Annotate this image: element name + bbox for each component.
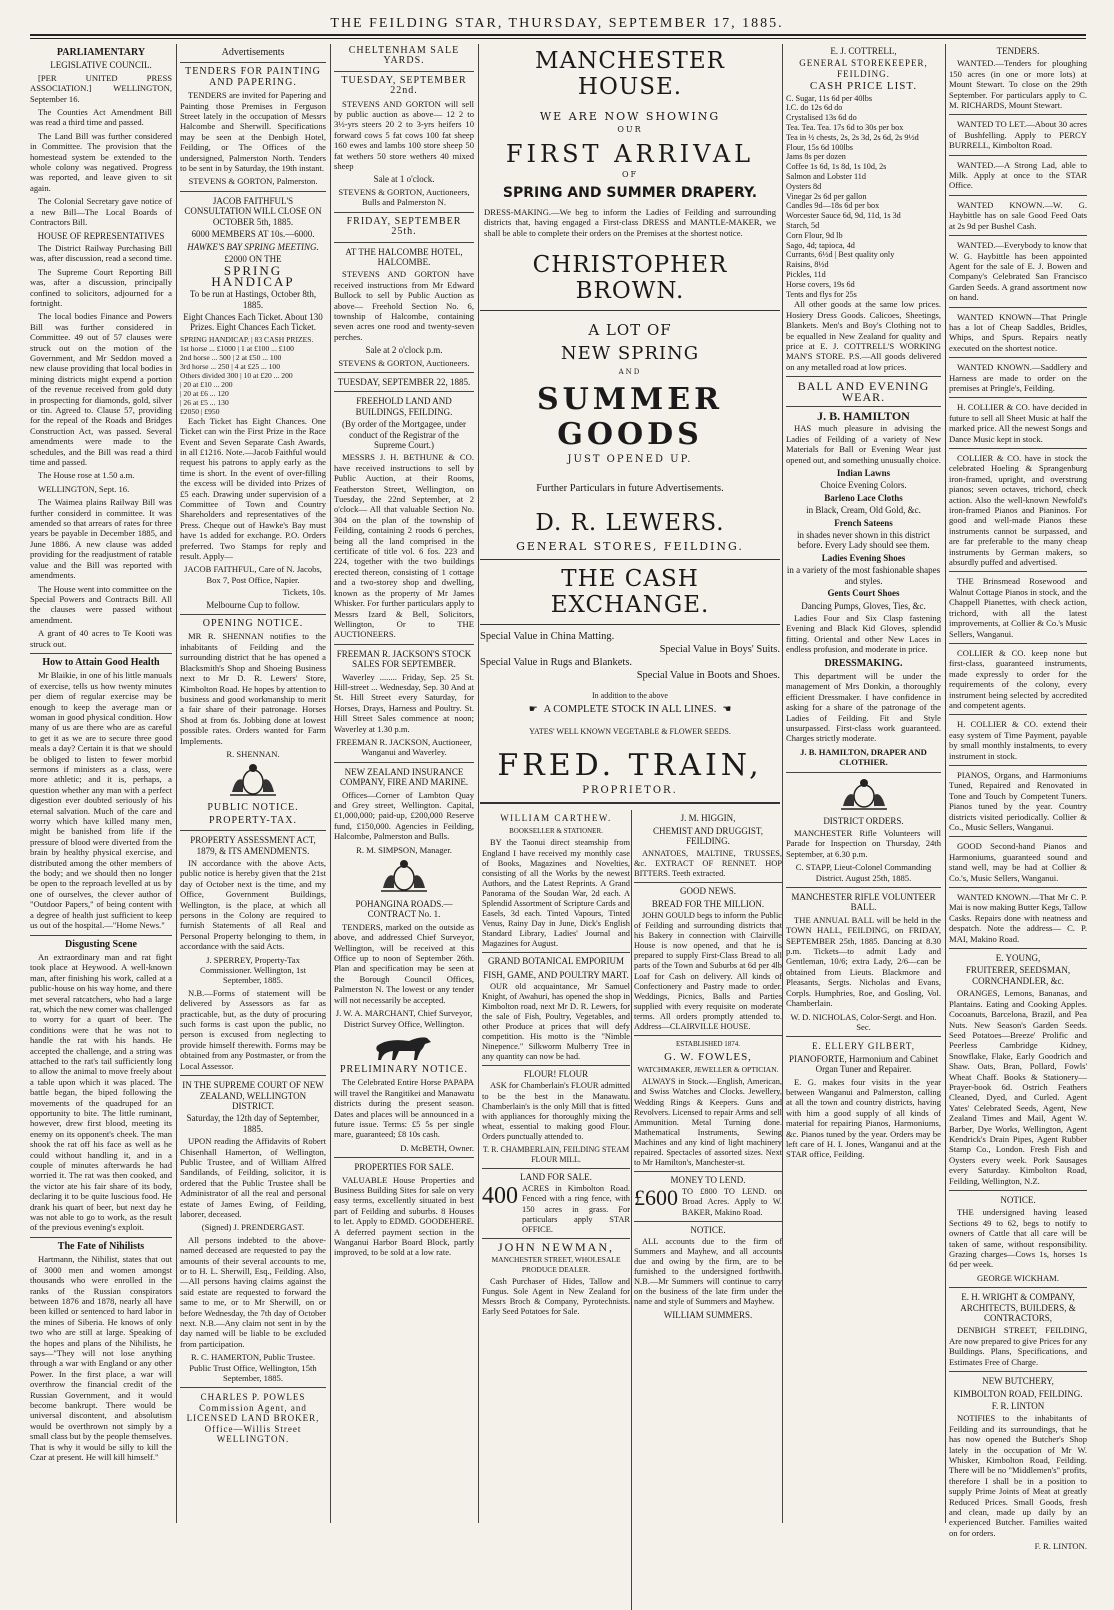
ad-line: JUST OPENED UP.	[567, 454, 693, 466]
feature-detail: in a variety of the most fashionable shapes and styles.	[786, 565, 941, 586]
pointing-hand-icon: ☚	[722, 704, 732, 716]
store-title: CHRISTOPHER BROWN.	[532, 252, 728, 305]
ad-heading: AT THE HALCOMBE HOTEL, HALCOMBE.	[345, 246, 463, 267]
ad-subheading: WATCHMAKER, JEWELLER & OPTICIAN.	[637, 1065, 779, 1075]
price-item: Starch, 5d	[786, 220, 820, 230]
ad-body: VALUABLE House Properties and Business Building Sites for sale on very easy terms, excellently situated in best part of Feilding and suburbs. 8 Houses to let. Apply to EDMD. GOODEHERE. A deferred payment section in the Wanganui Harbor Board Block, partly improved, to be sold at a low rate.	[334, 1174, 474, 1258]
ad-line: YATES' WELL KNOWN VEGETABLE & FLOWER SEEDS.	[529, 727, 731, 737]
ad-title: FIRST ARRIVAL	[505, 140, 755, 168]
ad-line: £2000 ON THE	[224, 253, 282, 264]
ad-heading: J. M. HIGGIN,	[680, 813, 736, 824]
news-paragraph: The Waimea plains Railway Bill was further considerd in committee. It was amended so that arrears of rates for three years be payable in December 1885, and June 1886. A new clause was added providing for the readjustment of ratable value and the Bill was reported with amendments.	[30, 497, 172, 581]
article-heading: Disgusting Scene	[65, 938, 137, 950]
pointing-hand-icon: ☛	[528, 704, 538, 716]
feature-item: Ladies Evening Shoes	[821, 552, 906, 563]
news-paragraph: The Supreme Court Reporting Bill was, after a discussion, principally confined to solicitors, adjourned for a fortnight.	[30, 266, 172, 308]
price-item: Sago, 4d; tapioca, 4d	[786, 240, 855, 250]
ad-line: HAWKE'S BAY SPRING MEETING.	[187, 241, 319, 252]
ad-subheading: MANCHESTER STREET, WHOLESALE PRODUCE DEALER.	[491, 1254, 621, 1274]
ad-line: ESTABLISHED 1874.	[676, 1040, 740, 1049]
ad-body: OUR old acquaintance, Mr Samuel Knight, of Awahuri, has opened the shop in Kimbolton road, next Mr D. R. Lewers, for the sale of Fish, Poultry, Vegetables, and other Produce at prices that will defy competition. His motto is the "Nimble Ninepence." Silkworm Mulberry Tree in any quantity can now be had.	[482, 981, 630, 1062]
ad-subheading: BOOKSELLER & STATIONER.	[509, 827, 603, 836]
ad-name: F. R. LINTON	[991, 1400, 1045, 1411]
top-rule-thin	[30, 38, 1086, 39]
news-paragraph: The House went into committee on the Special Powers and Contracts Bill. All the clauses were passed without amendment.	[30, 583, 172, 625]
article-paragraph: Mr Blaikie, in one of his little manuals of exercise, tells us how twenty minutes per diem of regular exercise may be enough to keep the average man or woman in good physical condition. How many of us are there who are as careful to get it as we are to secure three good meals a day? Certain it is that we should be obliged to listen to fewer morbid sermons if ministers as a class, were more athletic; and it is, perhaps, a question whether any man with a perfect digestion ever doubted seriously of his eternal salvation. Much of the care and worry which have killed many men, might be banished from life if the pressure of blood were diverted from the brain by healthy physical exercise, and distributed among the other members of the body; and we should then no longer be open to the reproach levelled at us by one of ourselves, the clever author of "Outdoor Papers," of being content with a degree of health just sufficient to keep us out of the hospital.—"Home News."	[30, 670, 172, 931]
special-line: Special Value in Boys' Suits.	[659, 644, 780, 656]
ad-body: STEVENS AND GORTON will sell by public auction as above— 12 2 to 3½-yrs steers 20 2 to 3-yrs heifers 10 forward cows 5 fat cows 100 fat sheep 160 ewes and lambs 100 store sheep 50 fat wethers 50 store wethers 40 mixed sheep	[334, 98, 474, 172]
ad-big-number: 400	[482, 1183, 518, 1210]
ad-signature: STEVENS & GORTON, Auctioneers, Bulls and Palmerston N.	[338, 186, 470, 208]
ad-line: Sale at 2 o'clock p.m.	[365, 345, 443, 356]
column-title: Advertisements	[221, 47, 285, 58]
ad-heading: IN THE SUPREME COURT OF NEW ZEALAND, WELLINGTON DISTRICT.	[182, 1080, 324, 1111]
price-item: Candles 9d—18s 6d per box	[786, 201, 880, 211]
ad-line: OUR	[617, 125, 643, 134]
ad-body: ALL accounts due to the firm of Summers and Mayhew, and all accounts due and owing by the firm, are to be furnished to the undersigned forthwith. N.B.—Mr Summers will continue to carry on the business of the late firm under the name and style of Summers and Mayhew.	[634, 1236, 782, 1307]
store-title: FRED. TRAIN,	[497, 748, 763, 784]
ad-heading: J. B. HAMILTON	[817, 409, 910, 424]
ad-line: A COMPLETE STOCK IN ALL LINES.	[543, 704, 717, 716]
ad-body: HAS much pleasure in advising the Ladies of Feilding of a variety of New Materials for Ball or Evening Wear just opened out, and something unusually choice.	[786, 423, 941, 465]
top-rule	[30, 34, 1086, 36]
ad-heading: PROPERTY ASSESSMENT ACT, 1879, & ITS AMENDMENTS.	[190, 835, 316, 856]
feature-detail: in Black, Cream, Old Gold, &c.	[806, 505, 921, 516]
classified-ad: H. COLLIER & CO. have decided in future to sell all Sheet Music at half the marked price. All the newest Songs and Dance Music kept in stock.	[949, 402, 1087, 444]
price-item: Raisins, 8½d	[786, 260, 829, 270]
prize-row: | 20 at £10 ... 200	[180, 379, 233, 389]
column-rule	[330, 44, 331, 1523]
ad-signature: J. SPERREY, Property-Tax Commissioner. Wellington, 1st September, 1885.	[199, 954, 307, 986]
ad-line: Eight Chances Each Ticket. About 130 Prizes. Eight Chances Each Ticket.	[183, 311, 323, 333]
price-item: Salmon and Lobster 11d	[786, 172, 866, 181]
prize-row: 3rd horse ... 250 | 4 at £25 ... 100	[180, 361, 281, 371]
ad-date: FRIDAY, SEPTEMBER 25th.	[346, 215, 462, 238]
ad-line: 6000 MEMBERS AT 10s.—6000.	[191, 229, 315, 240]
price-item: Vinegar 2s 6d per gallon	[786, 191, 867, 201]
ad-body: DENBIGH STREET, FEILDING, Are now prepared to give Prices for any Buildings. Plans, Specifications, and Estimates Free of Charge.	[949, 1325, 1087, 1367]
price-item: Flour, 15s 6d 100lbs	[786, 142, 853, 152]
column-auctions	[334, 44, 474, 1523]
ad-signature: JACOB FAITHFUL, Care of N. Jacobs, Box 7, Post Office, Napier.	[184, 564, 322, 585]
feature-detail: Dancing Pumps, Gloves, Ties, &c.	[801, 600, 926, 611]
feature-item: Gents Court Shoes	[827, 588, 900, 599]
ad-body: IN accordance with the above Acts, public notice is hereby given that the 21st day of October next is the time, and my Office, Government Buildings, Wellington, is the place, at which all persons in the Colony are required to furnish Statements of all Real and Personal Property belonging to them, in accordance with the said Acts.	[180, 857, 326, 952]
ad-body: NOTIFIES to the inhabitants of Feilding and its surroundings, that he has now opened the Butcher's Shop lately in the occupation of Mr W. Whisker, Kimbolton Road, Feilding. There will be no "Middlemen's" profits, therefore I shall be in a position to supply Prime Joints of Meat at greatly Reduced Prices. Small Goods, fresh and clean, made up daily by an experienced Butcher. Families waited on for orders.	[949, 1413, 1087, 1538]
ad-signature: GEORGE WICKHAM.	[977, 1272, 1059, 1283]
price-item: C. Sugar, 11s 6d per 40lbs	[786, 93, 873, 103]
ad-line: PROPRIETOR.	[582, 785, 678, 797]
ad-signature: WILLIAM SUMMERS.	[663, 1310, 753, 1321]
stock-row	[480, 702, 780, 717]
price-item: Horse covers, 19s 6d	[786, 279, 855, 289]
ad-subheading: KIMBOLTON ROAD, FEILDING.	[953, 1388, 1083, 1399]
horse-icon	[369, 1032, 439, 1062]
prize-row: 2nd horse ... 500 | 2 at £50 ... 100	[180, 352, 282, 362]
column-advertisements	[180, 44, 326, 1523]
ad-date: TUESDAY, SEPTEMBER 22, 1885.	[337, 376, 471, 387]
ad-heading: GRAND BOTANICAL EMPORIUM	[488, 956, 624, 967]
ad-signature: J. B. HAMILTON, DRAPER AND CLOTHIER.	[800, 746, 927, 768]
ad-signature: R. C. HAMERTON, Public Trustee. Public Trust Office, Wellington, 15th September, 1885.	[189, 1352, 317, 1384]
classified-ad: WANTED KNOWN.—Saddlery and Harness are made to order on the premises at Pringle's, Feilding.	[949, 362, 1087, 393]
ad-body: ORANGES, Lemons, Bananas, and Plantains. Eating and Cooking Apples. Cocoanuts, Barcelona, Brazil, and Pea Nuts. New Season's Garden Seeds. Seed Potatoes—Breeze' Prolific and Peerless Cambridge Kidney, Snowflake, Flake, Early Goodrich and Shaw. Oats, Bran, Pollard, Fowls' Wheat Chaff. Books & Stationery—Prayer-book 6d. Ostrich Feathers Cleaned, Dyed, and Curled. Agent Yates' Celebrated Seeds, Agent, New Zealand Times and Mail, Agent W. Barber, Dye Works, Wellington, Agent Kendrick's Drain Pipes, Agent Rubber Stamp Co., London. Fresh Fish and Oysters every week. Pork Sausages every Saturday. Kimbolton Road, Feilding, Wellington, N.Z.	[949, 988, 1087, 1186]
classified-ad: WANTED KNOWN.—W. G. Haybittle has on sale Good Feed Oats at 2s 9d per Bushel Cash.	[949, 199, 1087, 231]
news-paragraph: A grant of 40 acres to Te Kooti was struck out.	[30, 628, 172, 649]
ad-title: SPRING AND SUMMER DRAPERY.	[502, 185, 758, 201]
ad-signature: R. SHENNAN.	[226, 748, 280, 759]
classified-ad: WANTED TO LET.—About 30 acres of Bushfelling. Apply to PERCY BURRELL, Kimbolton Road.	[949, 119, 1087, 151]
column-display-ads	[480, 44, 780, 1523]
column-tenders	[949, 44, 1087, 1552]
ad-line: OF	[621, 170, 639, 179]
ad-heading: E. YOUNG,	[995, 953, 1041, 964]
special-line: Special Value in Boots and Shoes.	[636, 670, 780, 682]
ad-body: JOHN GOULD begs to inform the Public of Feilding and surrounding districts that his Bakery in connection with Clairville House is now opened, and that he is prepared to supply First-Class Bread to all parts of the Town and Suburbs at 6d per 4lb Loaf for Cash on delivery. All kinds of Confectionery and Pastry made to order. Weddings, Picnics, Balls and Parties supplied with every requisite on moderate terms. All orders promptly attended to. Address—CLAIRVILLE HOUSE.	[634, 910, 782, 1031]
ad-signature: STEVENS & GORTON, Auctioneers.	[338, 357, 470, 368]
price-list	[786, 94, 941, 300]
news-paragraph: The Land Bill was further considered in Committee. The provision that the homestead system be extended to the whole colony was negatived. Progress was reported, and leave given to sit again.	[30, 130, 172, 193]
column-rule	[782, 44, 783, 1523]
ad-body: TO £800 TO LEND. on Broad Acres. Apply to W. BAKER, Makino Road.	[682, 1187, 782, 1217]
classified-ad: WANTED.—Tenders for ploughing 150 acres (in one or more lots) at Mount Stewart. To close on the 29th September. For particulars apply to C. M. RICHARDS, Mount Stewart.	[949, 58, 1087, 111]
price-item: Tents and flys for 25s	[786, 289, 857, 299]
classified-ad: WANTED KNOWN—That Pringle has a lot of Cheap Saddles, Bridles, Whips, and Spurs. Repairs neatly executed on the shortest notice.	[949, 311, 1087, 353]
article-paragraph: An extraordinary man and rat fight took place at Heywood. A well-known man, after finishing his work, called at a public-house on his way home, and there met several ratcatchers, who had a large rat, which the new comer was challenged to worry for a quart of beer. The conditions were that he was not to handle the rat with his hands. He accepted the challenge, and a string was attached to the rat's tail sufficiently long to allow the animal to move freely about a table upon which it was placed. The battle began, the biped following the movements of the quadruped for an opportunity to bite. The little ruminant, however, drew first blood, meeting its enemy on its opponent's cheek. The man shook the rat off his face as well as he could without handling it, and in a couple of minutes afterwards he had worried it. The rat was then cooked, and the victor ate his fair share of its body, declaring it to be quite luscious food. He drank his quart of beer, but next day he was not able to go to work, as the result of the previous evening's exploit.	[30, 951, 172, 1233]
price-item: Corn Flour, 9d lb	[786, 230, 843, 240]
classified-ad: H. COLLIER & CO. extend their easy system of Time Payment, payable by small monthly instalments, to every instrument in stock.	[949, 719, 1087, 761]
ad-body: The Celebrated Entire Horse PAPAPA will travel the Rangitikei and Manawatu districts during the present season. Dates and places will be announced in a future issue. Terms: £5 5s per single mare, guaranteed; £8 10s cash.	[334, 1077, 474, 1140]
news-paragraph: The Colonial Secretary gave notice of a new Bill—The Local Boards of Contractors Bill.	[30, 196, 172, 228]
ad-subheading: FISH, GAME, AND POULTRY MART.	[483, 969, 629, 980]
price-item: Currants, 6½d | Best quality only	[786, 250, 895, 260]
ad-body: THE ANNUAL BALL will be held in the TOWN HALL, FEILDING, on FRIDAY, SEPTEMBER 25th, 1885. Dancing at 8.30 p.m. Tickets—to admit Lady and Gentleman, 10/6; extra Lady, 2/6—can be obtained from Lieuts. Blackmore and Pleasants, Sergts. Nicholas and Evans, Corpls. Humphries, Roe, and Gosling, Vol. Chamberlain.	[786, 914, 941, 1009]
classified-ad: PIANOS, Organs, and Harmoniums Tuned, Repaired and Renovated in Tone and Touch by Competent Tuners. Pianos tuned by the year. Country districts visited periodically. Collier & Co., Music Sellers, Wanganui.	[949, 769, 1087, 832]
section-subheading: HOUSE OF REPRESENTATIVES	[37, 230, 165, 241]
ad-title: BALL AND EVENING WEAR.	[797, 379, 930, 404]
ad-line: AND	[618, 368, 642, 377]
news-paragraph: The District Railway Purchasing Bill was, after discussion, read a second time.	[30, 242, 172, 264]
feature-item: Barleno Lace Cloths	[824, 492, 903, 503]
ad-title: CASH PRICE LIST.	[809, 80, 918, 93]
ad-heading: CHELTENHAM SALE YARDS.	[348, 45, 460, 67]
special-line: Special Value in China Matting.	[480, 631, 615, 643]
ad-heading: LAND FOR SALE.	[520, 1172, 592, 1183]
store-title: MANCHESTER HOUSE.	[535, 48, 725, 100]
ad-title: SUMMER GOODS	[536, 382, 724, 453]
sub-columns	[480, 810, 780, 1610]
ad-body: TENDERS, marked on the outside as above, and addressed Chief Surveyor, Wellington, will be received at this Office up to noon of September 26th. Plan and specification may be seen at the Borough Council Offices, Palmerston N. The lowest or any tender will not necessarily be accepted.	[334, 921, 474, 1005]
price-item: Pickles, 11d	[786, 269, 826, 279]
special-line: Special Value in Rugs and Blankets.	[480, 657, 633, 669]
ad-heading: TENDERS FOR PAINTING AND PAPERING.	[185, 66, 321, 88]
ad-subheading: FRUITERER, SEEDSMAN, CORNCHANDLER, &c.	[965, 965, 1071, 986]
feature-item: Indian Lawns	[836, 468, 891, 479]
ad-body: MR R. SHENNAN notifies to the inhabitants of Feilding and the surrounding district that he has opened a Blacksmith's Shop and Shoeing Business next to Mr D. R. Lewers' Store, Kimbolton Road. He hopes by attention to business and good workmanship to merit a fair share of their patronage. Horses Shod at from 6s. Jobbing done at lowest possible rates. Orders wanted for Farm Implements.	[180, 631, 326, 746]
classified-ad: WANTED KNOWN.—That Mr C. P. Mai is now making Butter Kegs, Tallow Casks. Repairs done with neatness and despatch. Note the address— C. P. MAI, Makino Road.	[949, 892, 1087, 944]
ad-date: TUESDAY, SEPTEMBER 22nd.	[341, 74, 467, 97]
column-stores	[786, 44, 941, 1523]
masthead: THE FEILDING STAR, THURSDAY, SEPTEMBER 17, 1885.	[330, 16, 784, 31]
article-heading: How to Attain Good Health	[42, 656, 160, 668]
price-item: Jams 8s per dozen	[786, 152, 846, 162]
classified-ad: WANTED.—A Strong Lad, able to Milk. Apply at once to the STAR Office.	[949, 159, 1087, 191]
classified-ad: WANTED.—Everybody to know that W. G. Haybittle has been appointed Agent for the sale of E. J. Bowen and Company's Celebrated San Francisco Garden Seeds. A grand assortment now on hand.	[949, 240, 1087, 303]
ad-body: ANNATOES, MALTINE, TRUSSES, &c. EXTRACT OF RENNET. HOP BITTERS. Teeth extracted.	[634, 848, 782, 878]
store-title: THE CASH EXCHANGE.	[550, 566, 710, 619]
prize-table	[180, 335, 326, 416]
ad-signature: (Signed) J. PRENDERGAST.	[201, 1222, 305, 1233]
ad-heading: NOTICE.	[1000, 1195, 1036, 1205]
prize-row: 1st horse ... £1000 | 1 at £100 ... £100	[180, 343, 294, 353]
ad-heading: CHARLES P. POWLES Commission Agent, and LICENSED LAND BROKER, Office—Willis Street WELLINGTON.	[186, 1392, 320, 1445]
ad-body: TENDERS are invited for Papering and Painting those Premises in Ferguson Street lately in the occupation of Messrs Halcombe and Sherwill. Specifications may be seen at the Denbigh Hotel, Feilding, or The Offices of the undersigned, Palmerston North. Tenders to be sent in by Saturday, the 19th instant.	[180, 90, 326, 174]
sub-column-left	[482, 810, 630, 1610]
news-paragraph: The Counties Act Amendment Bill was read a third time and passed.	[30, 107, 172, 128]
ad-line: Tickets, 10s.	[282, 587, 326, 598]
price-item: Coffee 1s 6d, 1s 8d, 1s 10d, 2s	[786, 162, 887, 172]
royal-crest-icon	[226, 762, 280, 800]
ad-subheading: CHEMIST AND DRUGGIST, FEILDING.	[653, 826, 763, 847]
ad-heading: DRESSMAKING.	[824, 657, 903, 669]
ad-body: Offices—Corner of Lambton Quay and Grey street, Wellington. Capital, £1,000,000; paid-up, £200,000 Reserve fund, £150,000. Agencies in Feilding, Halcombe, Palmerston and Bulls.	[334, 789, 474, 842]
ad-line: GENERAL STORES, FEILDING.	[516, 540, 744, 554]
ad-heading: E. H. WRIGHT & COMPANY, ARCHITECTS, BUILDERS, & CONTRACTORS,	[960, 1292, 1076, 1324]
ad-body: ASK for Chamberlain's FLOUR admitted to be the best in the Manawatu. Chamberlain's is the only Mill that is fitted with appliances for thoroughly mixing the wheat, essential to making good Flour. Orders punctually attended to.	[482, 1081, 630, 1141]
classified-ad: COLLIER & CO. keep none but first-class, guaranteed instruments, made expressly to order for the requirements of the colony, every instrument being selected by accredited and competent agents.	[949, 647, 1087, 710]
ad-heading: FREEMAN R. JACKSON'S STOCK SALES FOR SEPTEMBER.	[336, 648, 472, 670]
ad-heading: FREEHOLD LAND AND BUILDINGS, FEILDING.	[355, 396, 453, 417]
ad-signature: FREEMAN R. JACKSON, Auctioneer, Wanganui and Waverley.	[336, 736, 472, 758]
ad-signature: D. McBETH, Owner.	[400, 1142, 474, 1153]
ad-body: MESSRS J. H. BETHUNE & CO. have received instructions to sell by Public Auction, at their Rooms, Featherston Street, Wellington, on Tuesday, the 22nd September, at 2 o'clock— All that valuable Section No. 304 on the plan of the township of Feilding, containing 2 roods 6 perches, being all the land comprised in the certificate of title vol. 6 fos. 223 and 224, together with the two buildings erected thereon, consisting of 1 cottage and a two-storey shop and dwelling, known as the property of Mr James Whisker. For further particulars apply to Messrs Izard & Bell, Solicitors, Wellington, Or to THE AUCTIONEERS.	[334, 452, 474, 640]
classified-ad: THE Brinsmead Rosewood and Walnut Cottage Pianos in stock, and the Chappell Pianettes, with check action, trichord, with all the latest improvements, at Collier & Co.'s Music Sellers, Wanganui.	[949, 576, 1087, 639]
ad-heading: POHANGINA ROADS.—CONTRACT No. 1.	[355, 899, 453, 920]
column-news	[30, 44, 172, 1523]
feature-item: French Sateens	[834, 517, 893, 528]
news-paragraph: The local bodies Finance and Powers Bill was further considered in Committee. 49 out of 57 clauses were struck out on the motion of the Government, and Mr Seddon moved a new clause providing that local bodies in mining districts might expend a portion of the revenue received from gold duty in prospecting for diamonds, gold, silver or tin. Agreed to. Clause 57, providing for the repeal of the Roads and Bridges Construction Act, was passed. Several amendments were made to the schedules, and the Bill was read a third time and passed.	[30, 311, 172, 468]
news-paragraph: [PER UNITED PRESS ASSOCIATION.] WELLINGTON, September 16.	[30, 72, 172, 104]
article-paragraph: Hartmann, the Nihilist, states that out of 3000 men and women amongst thousands who were enrolled in the ranks of the Russian conspirators between 1876 and 1878, nearly all have been killed or sentenced to hard labor in the mines of Siberia. He knows of only two who are still at large. Speaking of the hopes and plans of the Nihilists, he says—"They will not lose anything through a war with England or any other Power. In the first place, a war will overthrow the financial credit of the Russian Government, and it would become bankrupt. There would be universal discontent, and absolutism would be overthrown not simply by a small class but by the people themselves. That is why it would be silly to kill the Czar at present. He will kill himself."	[30, 1254, 172, 1462]
royal-crest-icon	[837, 777, 891, 813]
ad-signature: T. R. CHAMBERLAIN, FEILDING STEAM FLOUR MILL.	[482, 1145, 630, 1165]
section-subheading: LEGISLATIVE COUNCIL.	[50, 60, 152, 71]
ad-line: Sale at 1 o'clock.	[373, 174, 435, 185]
ad-subheading: PIANOFORTE, Harmonium and Cabinet Organ Tuner and Repairer.	[789, 1053, 938, 1075]
ad-signature: STEVENS & GORTON, Palmerston.	[188, 176, 318, 187]
column-rule	[945, 44, 946, 1523]
ad-signature: W. D. NICHOLAS, Color-Sergt. and Hon. Sec.	[790, 1011, 937, 1032]
classified-ad: GOOD Second-hand Pianos and Harmoniums, guaranteed sound and stand well, may be had at Collier & Co.'s, Music Sellers, Wanganui.	[949, 841, 1087, 883]
ad-line: In addition to the above	[592, 691, 668, 701]
feature-detail: in shades never shown in this district before. Every Lady should see them.	[797, 530, 930, 551]
store-title: D. R. LEWERS.	[535, 510, 725, 537]
ad-heading: GOOD NEWS.	[680, 885, 736, 896]
ad-body: ALWAYS in Stock.—English, American, and Swiss Watches and Clocks. Jewellery, Wedding Rings & Keepers. Guns and Revolvers. Licensed to repair Arms and sell Ammunition. Metal Turning done. Mathematical Instruments, Sewing Machines and any kind of light machinery repaired. Spectacles of assorted sizes. Next to Mr Hamilton's, Manchester-st.	[634, 1077, 782, 1168]
ad-body: STEVENS AND GORTON have received instructions from Mr Edward Bullock to sell by Public Auction as above— Freehold Section No. 6, township of Halcombe, containing seven acres one rood and twenty-seven perches.	[334, 269, 474, 342]
sub-column-right	[634, 810, 782, 1610]
ad-heading: G. W. FOWLES,	[664, 1051, 752, 1064]
article-heading: The Fate of Nihilists	[57, 1240, 145, 1252]
ad-heading: DISTRICT ORDERS.	[823, 815, 904, 826]
ad-body: All persons indebted to the above-named deceased are requested to pay the amounts of their several accounts to me, or to H. L. Sherwill, Esq., Feilding. Also,—All persons having claims against the said estate are requested to forward the same to me, or to Mr Sherwill, on or before Wednesday, the 7th day of October next. N.B.—Any claim not sent in by the day named will be liable to be excluded from participation.	[180, 1234, 326, 1349]
ad-heading: JOHN NEWMAN,	[498, 1239, 614, 1254]
ad-body: Cash Purchaser of Hides, Tallow and Fungus. Sole Agent in New Zealand for Messrs Broch & Company, Pyrotechnists. Early Seed Potatoes for Sale.	[482, 1277, 630, 1317]
ad-heading: NEW BUTCHERY,	[982, 1376, 1054, 1387]
ad-subheading: PROPERTY-TAX.	[209, 814, 297, 826]
ad-heading: E. J. COTTRELL,	[830, 46, 897, 56]
ad-heading: PUBLIC NOTICE.	[207, 802, 299, 814]
column-rule	[478, 44, 479, 1523]
ad-title: NEW SPRING	[560, 343, 700, 365]
price-item: Tea in ½ chests, 2s, 2s 3d, 2s 6d, 2s 9½d	[786, 132, 919, 142]
ad-signature: C. STAPP, Lieut-Colonel Commanding District. August 25th, 1885.	[795, 862, 932, 883]
ad-body: ACRES in Kimbolton Road. Fenced with a ring fence, with 150 acres in grass. For particulars apply STAR OFFICE.	[522, 1184, 630, 1234]
ad-body: Each Ticket has Eight Chances. One Ticket can win the First Prize in the Race Event and Seven Separate Cash Awards, in all £1216. Note.—Jacob Faithful would request his patrons to apply early as the time is short. In the event of over-filling the excess will be divided into Prizes of £5 each. Drawing under supervision of a Committee of Town and Country Shareholders and representatives of the Press. Cheque out of Hawke's Bay must have 1s added for exchange. P.O. Orders preferred. Two Stamps for reply and result. Apply—	[180, 415, 326, 562]
ad-heading: NOTICE.	[690, 1224, 726, 1235]
news-paragraph: The House rose at 1.50 a.m.	[38, 470, 135, 481]
ad-heading: E. ELLERY GILBERT,	[812, 1041, 915, 1052]
ad-signature: R. M. SIMPSON, Manager.	[356, 844, 452, 855]
price-item: Oysters 8d	[786, 181, 822, 191]
ad-body: N.B.—Forms of statement will be delivered by Assessors as far as practicable, but, as the duty of procuring such forms is cast upon the public, no person is excused from neglecting to provide himself therewith. Forms may be obtained from any Postmaster, or from the Local Assessor.	[180, 987, 326, 1071]
ad-body: Waverley ........ Friday, Sep. 25 St. Hill-street ... Wednesday, Sep. 30 And at St. Hill Street every Saturday, for Horses, Drays, Harness and Poultry. St. Hill Street Sales commence at noon; Waverley at 1.30 p.m.	[334, 671, 474, 734]
ad-line: WE ARE NOW SHOWING	[539, 110, 721, 123]
classified-ad: COLLIER & CO. have in stock the celebrated Hoeling & Sprangenburg iron-framed, upright, and overstrung pianos; seven octaves, trichord, check action. Also the well-known Newfold's iron-framed Pianos and Pianinos. For good and well-made Pianos these instruments cannot be surpassed, and are far preferable to the many cheap instruments by German makers, so absurdly puffed and advertised.	[949, 453, 1087, 568]
ad-body: Ladies Four and Six Clasp fastening Evening and Black Kid Gloves, splendid fitting. Oriental and other New Laces in endless profusion, and moderate in price.	[786, 612, 941, 655]
ad-heading: FLOUR! FLOUR	[523, 1069, 589, 1080]
ad-heading: NEW ZEALAND INSURANCE COMPANY, FIRE AND MARINE.	[339, 766, 469, 788]
section-heading: TENDERS.	[996, 46, 1040, 56]
ad-body: E. G. makes four visits in the year between Wanganui and Palmerston, calling at all the town and country districts, having with him a good supply of all kinds of material for repairing Pianos, Harmoniums, &c. Pianos tuned by the year. Orders may be left care of H. I. Jones, Wanganui and at the STAR office, Feilding.	[786, 1076, 941, 1160]
ad-body: DRESS-MAKING.—We beg to inform the Ladies of Feilding and surrounding districts that, having engaged a First-class DRESS and MANTLE-MAKER, we shall be able to complete their orders on the Premises at the shortest notice.	[484, 207, 776, 238]
ad-body: UPON reading the Affidavits of Robert Chisenhall Hamerton, of Wellington, Public Trustee, and of William Alfred Sandilands, of Feilding, solicitor, it is ordered that the Public Trustee shall be Administrator of all the real and personal estate of James Ewing, of Feilding, laborer, deceased.	[180, 1136, 326, 1219]
ad-heading: PROPERTIES FOR SALE.	[354, 1162, 454, 1173]
ad-title: SPRING HANDICAP	[211, 263, 295, 289]
ad-subheading: BREAD FOR THE MILLION.	[651, 898, 765, 909]
price-item: I.C. do 12s 6d do	[786, 103, 843, 113]
ad-line: (By order of the Mortgagee, under conduct of the Registrar of the Supreme Court.)	[342, 419, 466, 450]
price-item: Worcester Sauce 6d, 9d, 11d, 1s 3d	[786, 211, 901, 221]
ad-line: Further Particulars in future Advertisements.	[536, 483, 724, 495]
prize-row: SPRING HANDICAP. | 83 CASH PRIZES.	[180, 334, 314, 344]
ad-line: Melbourne Cup to follow.	[206, 599, 300, 610]
prize-row: Others divided 300 | 10 at £20 ... 200	[180, 370, 293, 380]
section-heading: PARLIAMENTARY	[56, 47, 146, 58]
ad-body: All other goods at the same low prices. Hosiery Dress Goods. Calicoes, Sheetings, Blankets. Men's and Boy's Clothing not to be equalled in New Zealand for quality and price at E. J. COTTRELL'S WORKING MAN'S STORE. P.S.—All goods delivered on any metalled road at low prices.	[786, 299, 941, 372]
price-item: Tea. Tea. Tea. 17s 6d to 30s per box	[786, 123, 904, 133]
ad-heading: MONEY TO LEND.	[670, 1175, 746, 1186]
ad-body: BY the Taonui direct steamship from England I have received my monthly case of Books, Magazines and Novelties, consisting of all the Works by the newest Authors, and the Latest Reprints. A Grand Panorama of the Soudan War, 2d each. A Splendid Assortment of Scripture Cards and Easels, 3d each. Tinted Vapours, Tinted Venus, Rainy Day in June, Dick's English Standard Library, Ladies' Journal and Magazines for August.	[482, 838, 630, 949]
ad-signature: F. R. LINTON.	[1034, 1541, 1087, 1552]
ad-heading: MANCHESTER RIFLE VOLUNTEER BALL.	[791, 892, 936, 913]
ad-signature: J. W. A. MARCHANT, Chief Surveyor, District Survey Office, Wellington.	[335, 1008, 473, 1029]
ad-heading: WILLIAM CARTHEW.	[500, 813, 612, 824]
ad-subheading: GENERAL STOREKEEPER, FEILDING.	[799, 58, 928, 79]
prize-row: | 20 at £6 ... 120	[180, 388, 229, 398]
ad-big-number: £600	[634, 1185, 678, 1211]
ad-body: THE undersigned having leased Sections 49 to 62, begs to notify to owners of Cattle that all care will be taken of same, without responsibility. Grazing charges—Cows 1s, horses 1s 6d per week.	[949, 1207, 1087, 1270]
ad-heading: OPENING NOTICE.	[202, 618, 304, 630]
ad-body: This department will be under the management of Mrs Donkin, a thoroughly efficient Dressmaker. I have confidence in asking for a share of the patronage of the Ladies of Feilding. Fit and Style unsurpassed. First-class work guaranteed. Charges strictly moderate.	[786, 670, 941, 744]
prize-row: | 26 at £5 ... 130	[180, 397, 229, 407]
price-item: Crystalised 13s 6d do	[786, 113, 857, 123]
ad-heading: JACOB FAITHFUL'S CONSULTATION WILL CLOSE ON OCTOBER 5th, 1885.	[184, 195, 322, 227]
ad-heading: PRELIMINARY NOTICE.	[339, 1063, 469, 1075]
ad-line: A LOT OF	[588, 321, 672, 340]
ad-body: MANCHESTER Rifle Volunteers will Parade for Inspection on Thursday, 24th September, at 6.30 p.m.	[786, 828, 941, 859]
column-rule	[176, 44, 177, 1523]
prize-row: £2050 | £950	[180, 406, 220, 416]
royal-crest-icon	[377, 858, 431, 896]
ad-line: To be run at Hastings, October 8th, 1885.	[189, 289, 317, 310]
news-paragraph: WELLINGTON, Sept. 16.	[38, 483, 130, 494]
ad-line: Saturday, the 12th day of September, 1885.	[186, 1113, 320, 1134]
feature-detail: Choice Evening Colors.	[820, 480, 907, 491]
